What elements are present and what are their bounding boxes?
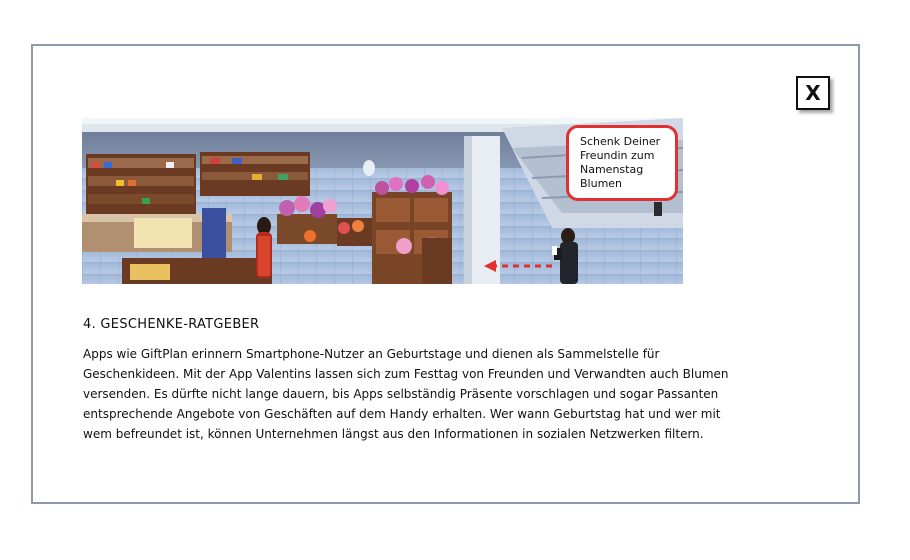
article-dialog (31, 44, 860, 504)
article-heading: 4. GESCHENKE-RATGEBER (83, 317, 260, 332)
close-button[interactable] (796, 76, 830, 110)
speech-bubble: Schenk Deiner Freundin zum Namenstag Blumen (566, 125, 678, 201)
article-body: Apps wie GiftPlan erinnern Smartphone-Nutzer an Geburtstage und dienen als Sammelstelle für Geschenkideen. Mit der App Valentins lassen sich zum Festtag von Freunden und Verwandten auch Blumen versenden. Es dürfte nicht lange dauern, bis Apps selbständig Präsente vorschlagen und sogar Passanten entsprechende Angebote von Geschäften auf dem Handy erhalten. Wer wann Geburtstag hat und wer mit wem befreundet ist, können Unternehmen längst aus den Informationen in sozialen Netzwerken filtern. (83, 347, 729, 441)
close-icon: X (805, 81, 821, 105)
